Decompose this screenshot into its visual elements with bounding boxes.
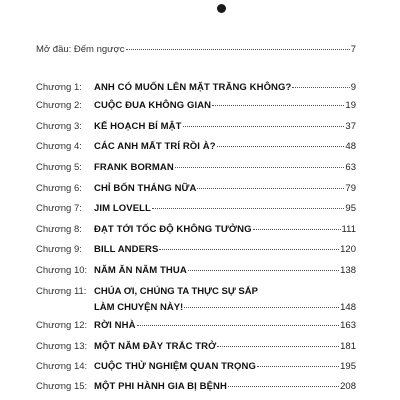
- chapter-label: Chương 6:: [36, 183, 82, 194]
- chapter-page-number: 208: [340, 381, 356, 392]
- chapter-label: Chương 11:: [36, 286, 87, 297]
- toc-entry-chapter-3: [36, 121, 356, 132]
- chapter-title-continued: LÀM CHUYỆN NÀY!: [94, 302, 184, 313]
- dot-leader: [183, 126, 345, 127]
- chapter-title: ĐẠT TỚI TỐC ĐỘ KHÔNG TƯỞNG: [94, 224, 252, 235]
- chapter-title: CHÚA ƠI, CHÚNG TA THỰC SỰ SẮP: [94, 286, 258, 297]
- chapter-title: ANH CÓ MUỐN LÊN MẶT TRĂNG KHÔNG?: [94, 82, 292, 93]
- dot-leader: [126, 49, 350, 50]
- chapter-label: Chương 12:: [36, 320, 88, 331]
- chapter-title: CUỘC ĐUA KHÔNG GIAN: [94, 100, 212, 111]
- intro-title: Mở đầu: Đếm ngược: [36, 44, 125, 55]
- chapter-label: Chương 4:: [36, 141, 82, 152]
- chapter-label: Chương 7:: [36, 203, 82, 214]
- chapter-title: NĂM ĂN NĂM THUA: [94, 265, 187, 276]
- toc-entry-chapter-6: [36, 183, 356, 194]
- chapter-label: Chương 10:: [36, 265, 88, 276]
- binder-hole: [217, 4, 226, 13]
- chapter-page-number: 163: [340, 320, 356, 331]
- chapter-page-number: 79: [345, 183, 356, 194]
- toc-intro-entry: [36, 44, 356, 55]
- toc-entry-chapter-11: [36, 286, 356, 313]
- chapter-page-number: 181: [340, 341, 356, 352]
- toc-entry-chapter-15: [36, 381, 356, 392]
- dot-leader: [217, 146, 345, 147]
- chapter-title: BILL ANDERS: [94, 244, 159, 255]
- dot-leader: [184, 307, 339, 308]
- dot-leader: [292, 87, 349, 88]
- chapter-title: MỘT NĂM ĐẦY TRẮC TRỞ: [94, 341, 217, 352]
- dot-leader: [228, 386, 339, 387]
- toc-entry-chapter-9: [36, 244, 356, 255]
- chapter-page-number: 138: [340, 265, 356, 276]
- toc-entry-chapter-4: [36, 141, 356, 152]
- chapter-title: RỜI NHÀ: [94, 320, 136, 331]
- toc-entry-chapter-5: [36, 162, 356, 173]
- chapter-title: JIM LOVELL: [94, 203, 151, 214]
- chapter-page-number: 19: [345, 100, 356, 111]
- chapter-title: KẾ HOẠCH BÍ MẬT: [94, 121, 182, 132]
- chapter-title: CUỘC THỬ NGHIỆM QUAN TRỌNG: [94, 361, 256, 372]
- chapter-label: Chương 13:: [36, 341, 88, 352]
- dot-leader: [212, 105, 344, 106]
- toc-entry-chapter-8: [36, 224, 356, 235]
- chapter-title: CÁC ANH MẤT TRÍ RỒI À?: [94, 141, 216, 152]
- chapter-label: Chương 15:: [36, 381, 88, 392]
- toc-entry-chapter-12: [36, 320, 356, 331]
- chapter-title: CHỈ BỐN THÁNG NỮA: [94, 183, 197, 194]
- toc-entry-chapter-1: [36, 82, 356, 93]
- chapter-title: FRANK BORMAN: [94, 162, 174, 173]
- intro-page-number: 7: [350, 44, 356, 55]
- chapter-label: Chương 3:: [36, 121, 82, 132]
- chapter-label: Chương 8:: [36, 224, 82, 235]
- dot-leader: [175, 167, 345, 168]
- chapter-page-number: 9: [350, 82, 356, 93]
- toc-entry-chapter-10: [36, 265, 356, 276]
- chapter-label: Chương 2:: [36, 100, 82, 111]
- chapter-page-number: 37: [345, 121, 356, 132]
- chapter-page-number: 48: [345, 141, 356, 152]
- chapter-page-number: 111: [341, 224, 356, 235]
- dot-leader: [197, 188, 344, 189]
- dot-leader: [137, 325, 340, 326]
- dot-leader: [217, 346, 339, 347]
- chapter-label: Chương 1:: [36, 82, 82, 93]
- chapter-page-number: 148: [340, 302, 356, 313]
- chapter-page-number: 63: [345, 162, 356, 173]
- chapter-page-number: 120: [340, 244, 356, 255]
- dot-leader: [253, 229, 341, 230]
- chapter-title: MỘT PHI HÀNH GIA BỊ BỆNH: [94, 381, 227, 392]
- chapter-page-number: 95: [345, 203, 356, 214]
- chapter-label: Chương 14:: [36, 361, 88, 372]
- toc-entry-chapter-13: [36, 341, 356, 352]
- dot-leader: [188, 270, 339, 271]
- chapter-label: Chương 9:: [36, 244, 82, 255]
- chapter-page-number: 195: [340, 361, 356, 372]
- toc-entry-chapter-2: [36, 100, 356, 111]
- toc-entry-chapter-7: [36, 203, 356, 214]
- dot-leader: [159, 249, 339, 250]
- toc-entry-chapter-14: [36, 361, 356, 372]
- dot-leader: [257, 366, 339, 367]
- dot-leader: [152, 208, 344, 209]
- chapter-label: Chương 5:: [36, 162, 82, 173]
